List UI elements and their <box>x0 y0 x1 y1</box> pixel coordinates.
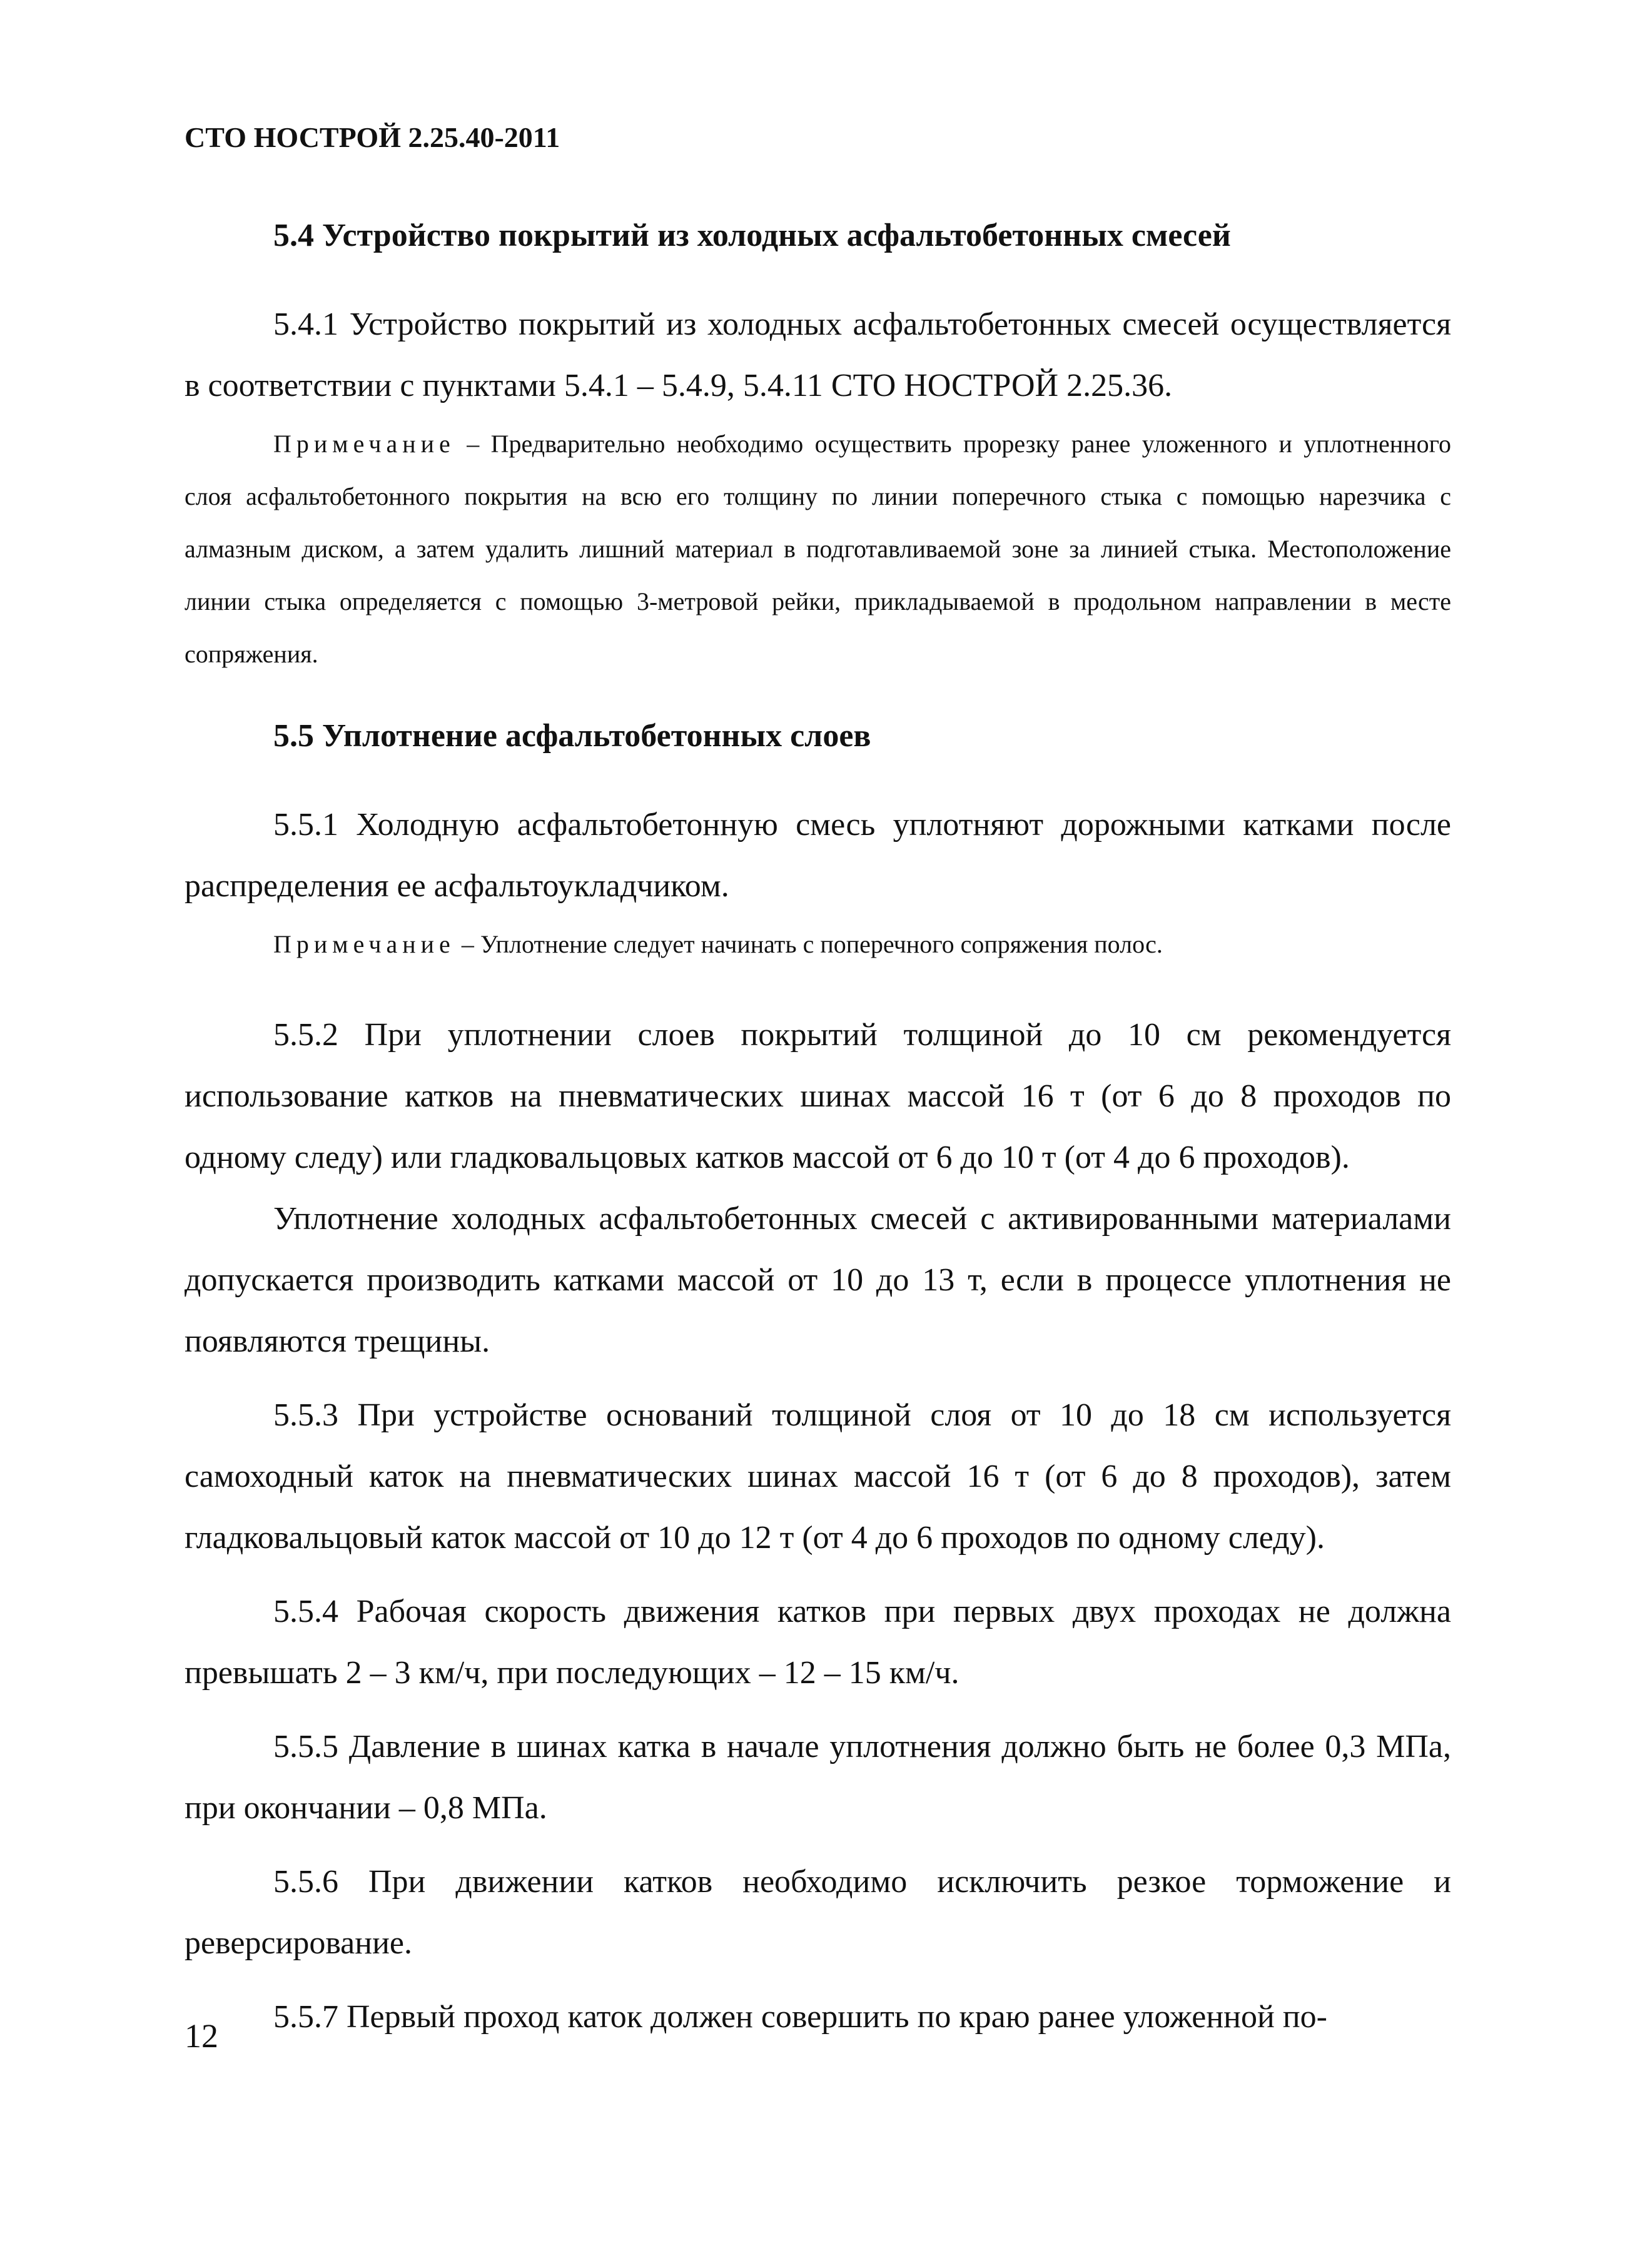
note-label: Примечание <box>273 430 455 458</box>
page-number: 12 <box>185 2017 218 2055</box>
paragraph-5-5-2: 5.5.2 При уплотнении слоев покрытий толщиной до 10 см рекомендуется использование катков на пневматических шинах массой 16 т (от 6 до 8 проходов по одному следу) или гладковальцовых катков массой от 6 до 10 т (от 4 до 6 проходов). <box>185 1017 1451 1175</box>
note-text: – Предварительно необходимо осуществить прорезку ранее уложенного и уплотненного слоя асфальтобетонного покрытия на всю его толщину по линии поперечного стыка с помощью нарезчика с алмазным диском, а затем удалить лишний материал в подготавливаемой зоне за линией стыка. Местоположение линии стыка определяется с помощью 3-метровой рейки, прикладываемой в продольном направлении в месте сопряжения. <box>185 430 1451 668</box>
document-page <box>185 119 1451 2048</box>
note-text: – Уплотнение следует начинать с поперечного сопряжения полос. <box>455 930 1163 958</box>
paragraph-5-5-1: 5.5.1 Холодную асфальтобетонную смесь уплотняют дорожными катками после распределения ее асфальтоукладчиком. <box>185 807 1451 904</box>
paragraph-5-5-7: 5.5.7 Первый проход каток должен совершить по краю ранее уложенной по- <box>273 1999 1327 2035</box>
section-heading-5-5: 5.5 Уплотнение асфальтобетонных слоев <box>273 718 871 754</box>
note-label: Примечание <box>273 930 455 958</box>
paragraph-5-5-6: 5.5.6 При движении катков необходимо исключить резкое торможение и реверсирование. <box>185 1864 1451 1961</box>
section-heading-5-4: 5.4 Устройство покрытий из холодных асфальтобетонных смесей <box>273 218 1231 253</box>
document-header: СТО НОСТРОЙ 2.25.40-2011 <box>185 121 560 153</box>
note-2 <box>185 918 1451 971</box>
paragraph-5-5-2-continued: Уплотнение холодных асфальтобетонных смесей с активированными материалами допускается производить катками массой от 10 до 13 т, если в процессе уплотнения не появляются трещины. <box>185 1201 1451 1359</box>
paragraph-5-5-4: 5.5.4 Рабочая скорость движения катков при первых двух проходах не должна превышать 2 – 3 км/ч, при последующих – 12 – 15 км/ч. <box>185 1594 1451 1691</box>
note-1 <box>185 418 1451 681</box>
paragraph-5-5-5: 5.5.5 Давление в шинах катка в начале уплотнения должно быть не более 0,3 МПа, при окончании – 0,8 МПа. <box>185 1729 1451 1826</box>
paragraph-5-5-3: 5.5.3 При устройстве оснований толщиной слоя от 10 до 18 см используется самоходный каток на пневматических шинах массой 16 т (от 6 до 8 проходов), затем гладковальцовый каток массой от 10 до 12 т (от 4 до 6 проходов по одному следу). <box>185 1397 1451 1556</box>
paragraph-5-4-1: 5.4.1 Устройство покрытий из холодных асфальтобетонных смесей осуществляется в соответствии с пунктами 5.4.1 – 5.4.9, 5.4.11 СТО НОСТРОЙ 2.25.36. <box>185 306 1451 403</box>
